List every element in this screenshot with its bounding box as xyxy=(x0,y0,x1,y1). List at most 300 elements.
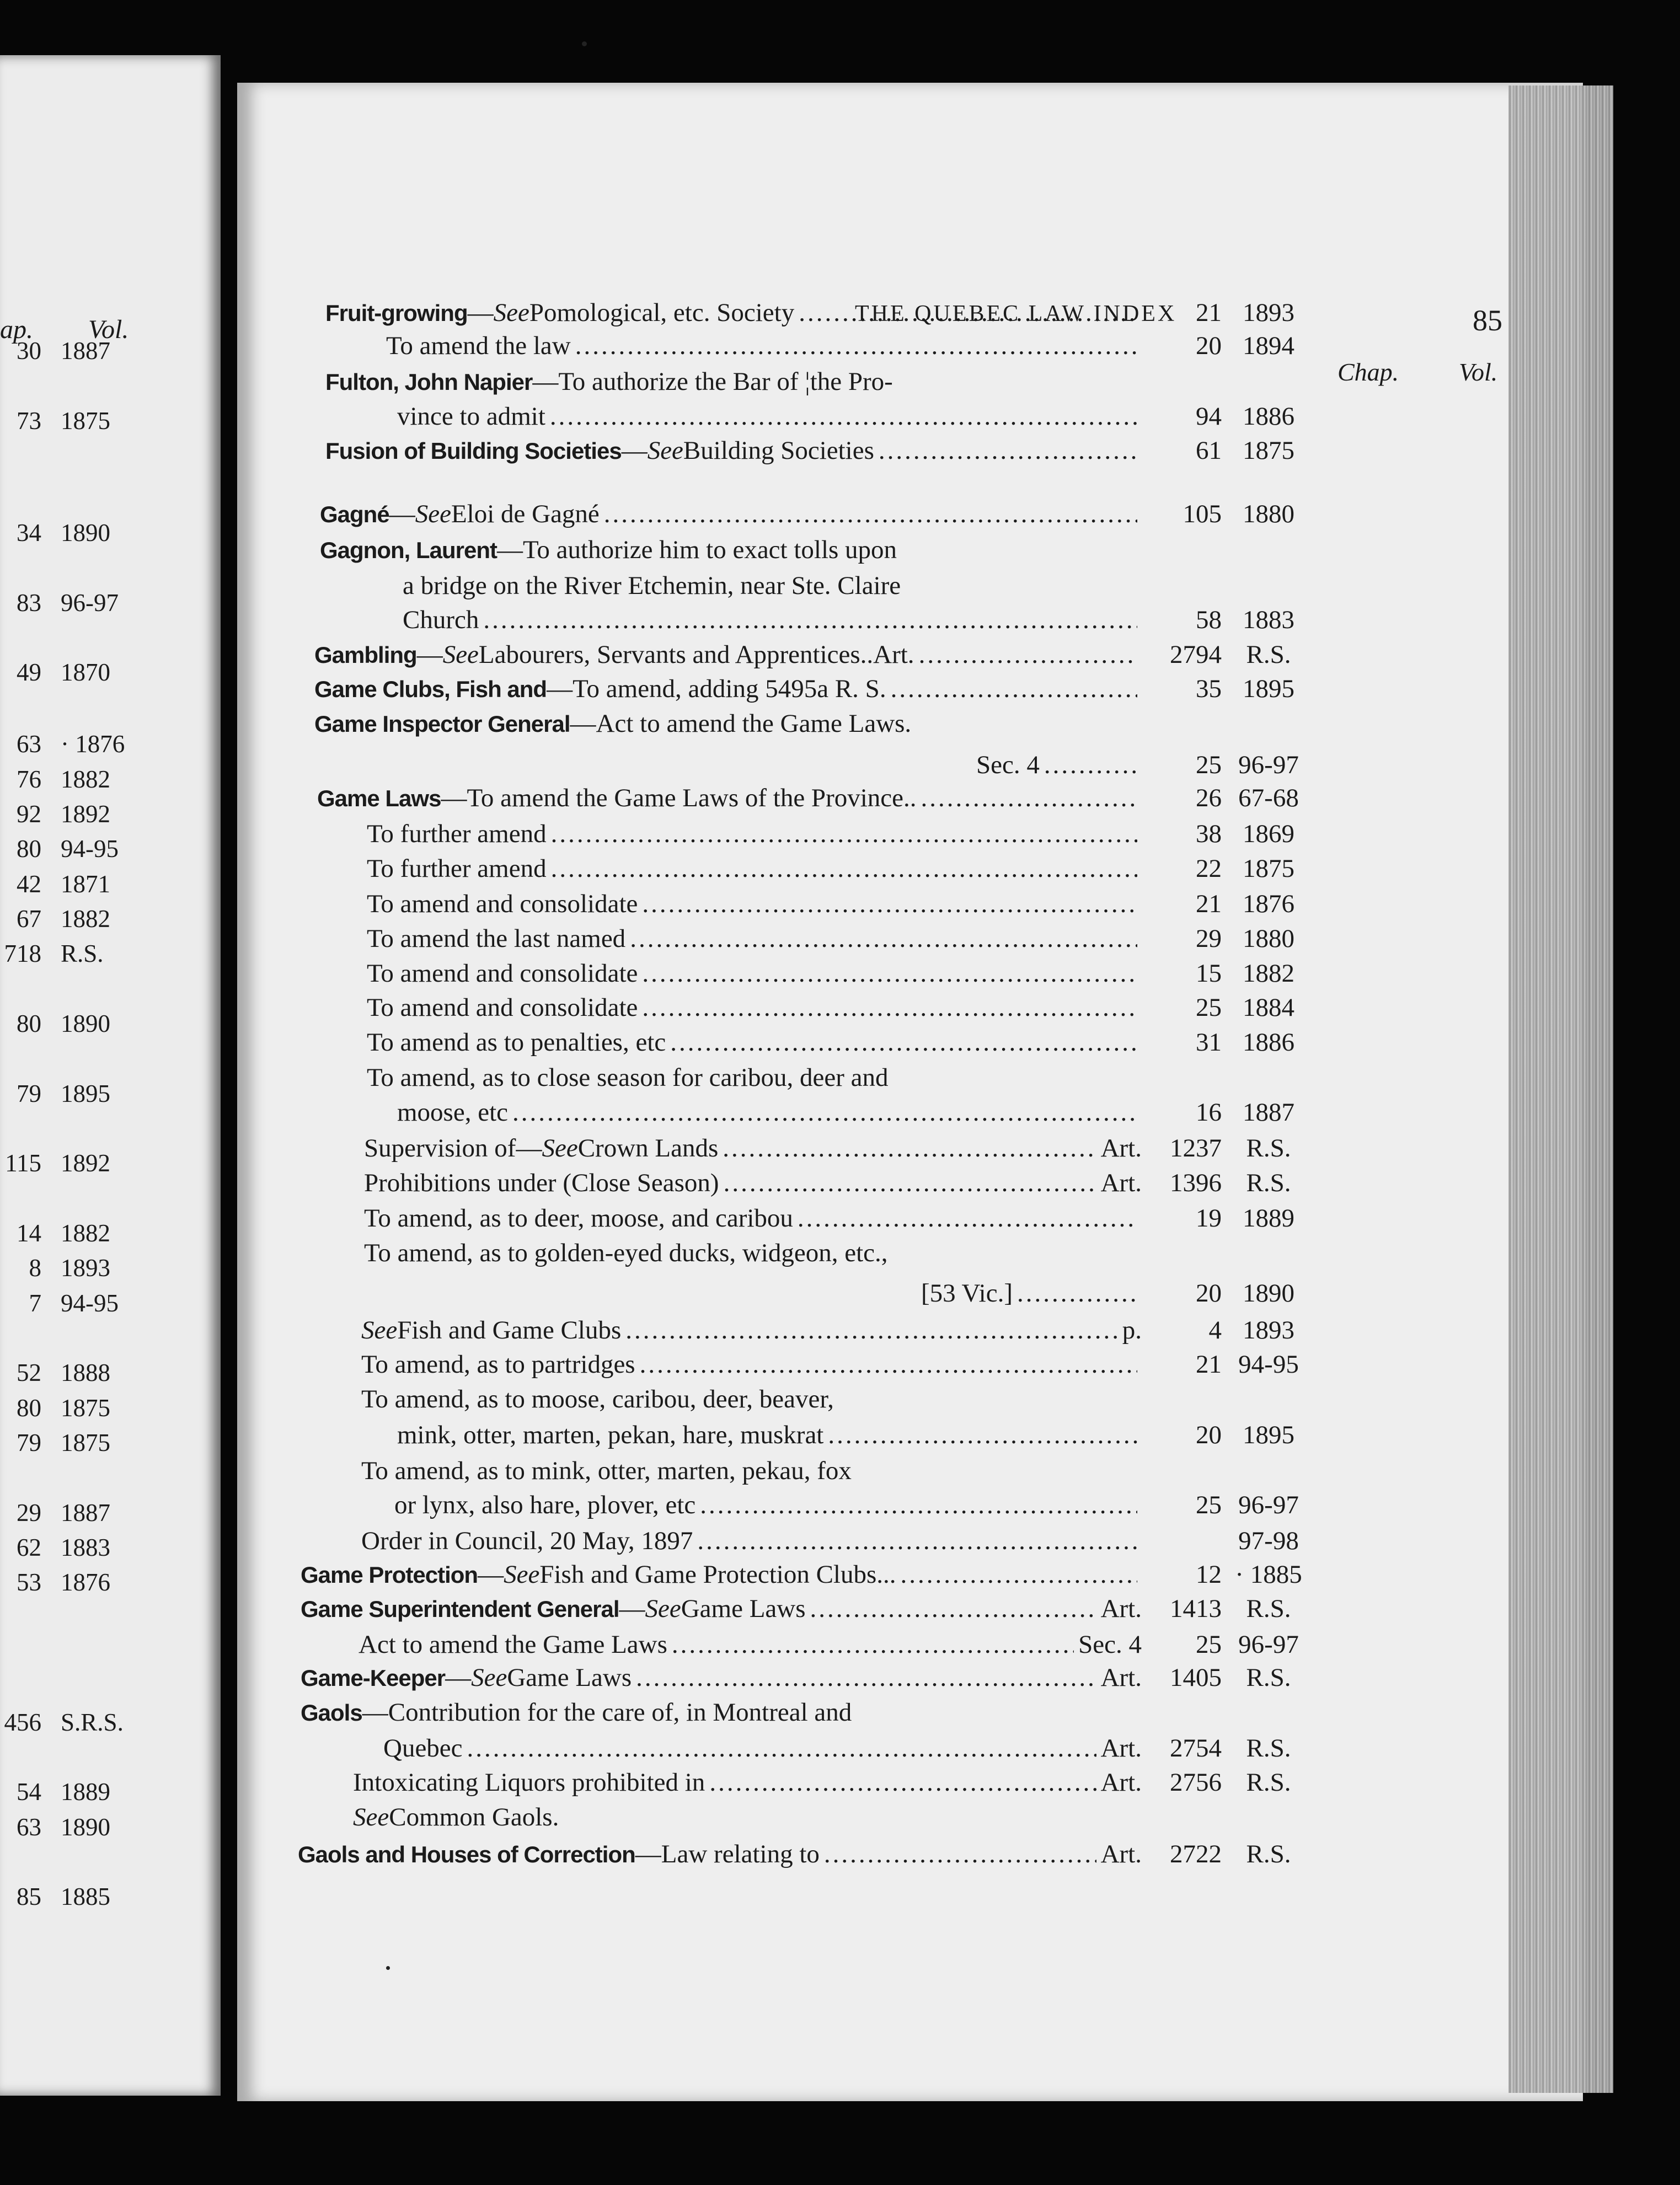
entry-text: To further amend xyxy=(367,820,547,848)
left-row xyxy=(0,1568,149,1601)
left-row xyxy=(0,1289,149,1322)
entry-chap: 2756 xyxy=(1170,1768,1222,1797)
left-row-vol: 1890 xyxy=(61,1813,110,1841)
entry-rest: Eloi de Gagné xyxy=(451,500,600,528)
entry-heading: Gaols and Houses of Correction xyxy=(298,1841,635,1867)
left-row xyxy=(0,765,149,798)
index-entry xyxy=(237,1420,1550,1454)
entry-text: —Act to amend the Game Laws. xyxy=(570,709,912,738)
running-title: THE QUEBEC LAW INDEX xyxy=(855,301,1177,326)
index-entry xyxy=(237,958,1550,993)
left-page xyxy=(0,55,221,2096)
leader-dots xyxy=(630,924,1137,954)
left-row-chap: 80 xyxy=(17,1394,41,1422)
entry-vol: 1875 xyxy=(1243,436,1294,465)
entry-see: See xyxy=(361,1316,398,1345)
entry-chap: 35 xyxy=(1196,674,1222,703)
leader-dots xyxy=(700,1490,1137,1520)
left-row-vol: 1882 xyxy=(61,765,110,793)
entry-text: Church xyxy=(403,606,479,634)
entry-text: —To authorize him to exact tolls upon xyxy=(497,535,897,564)
entry-heading: Game Laws xyxy=(317,785,441,811)
index-entry xyxy=(237,571,1550,605)
entry-text: —To amend, adding 5495a R. S. xyxy=(547,674,886,703)
entry-text: Quebec xyxy=(383,1734,463,1763)
entry-text: — xyxy=(467,298,494,327)
left-row-vol: 94-95 xyxy=(61,835,119,863)
entry-chap: 2722 xyxy=(1170,1840,1222,1868)
entry-art: Art. xyxy=(1100,1768,1142,1797)
left-row xyxy=(0,834,149,867)
leader-dots xyxy=(724,1168,1096,1198)
left-row-chap: 83 xyxy=(17,589,41,617)
left-row xyxy=(0,1533,149,1566)
entry-rest: Fish and Game Protection Clubs... xyxy=(539,1560,896,1589)
left-row-vol: 1871 xyxy=(61,870,110,898)
left-row-chap: 42 xyxy=(17,870,41,898)
entry-art: p. xyxy=(1122,1316,1142,1345)
entry-vol: 1884 xyxy=(1243,993,1294,1022)
left-row-chap: 34 xyxy=(17,519,41,547)
entry-text: — xyxy=(619,1594,645,1623)
left-row-chap: 29 xyxy=(17,1499,41,1527)
leader-dots xyxy=(709,1768,1096,1797)
entry-see: See xyxy=(504,1560,540,1589)
left-row-chap: 49 xyxy=(17,658,41,686)
index-entry xyxy=(237,1733,1550,1768)
entry-chap: 25 xyxy=(1196,993,1222,1022)
left-row-vol: 1895 xyxy=(61,1080,110,1107)
entry-rest: Labourers, Servants and Apprentices..Art. xyxy=(478,640,914,669)
left-row xyxy=(0,904,149,938)
index-entry xyxy=(237,1168,1550,1202)
entry-text: — xyxy=(478,1560,504,1589)
entry-chap: 25 xyxy=(1196,1491,1222,1519)
entry-rest: Building Societies xyxy=(683,436,874,465)
entry-heading: Gaols xyxy=(301,1700,362,1726)
entry-vol: 1876 xyxy=(1243,890,1294,918)
left-row-vol: 1893 xyxy=(61,1254,110,1282)
entry-vol: 96-97 xyxy=(1238,751,1299,779)
left-row-chap: 62 xyxy=(17,1534,41,1561)
left-row-vol: 1875 xyxy=(61,1429,110,1456)
index-entry xyxy=(237,436,1550,470)
entry-chap: 21 xyxy=(1196,298,1222,327)
entry-chap: 1237 xyxy=(1170,1134,1222,1163)
entry-rest: Crown Lands xyxy=(577,1134,719,1163)
entry-text: To amend the law xyxy=(386,331,571,360)
entry-vol: 1887 xyxy=(1243,1098,1294,1127)
entry-chap: 20 xyxy=(1196,1421,1222,1449)
entry-art: Art. xyxy=(1100,1169,1142,1197)
left-row xyxy=(0,658,149,691)
entry-heading: Fulton, John Napier xyxy=(325,369,533,395)
left-row-chap: 52 xyxy=(17,1359,41,1386)
leader-dots xyxy=(550,401,1137,431)
leader-dots xyxy=(604,499,1137,529)
index-entry xyxy=(237,640,1550,674)
entry-chap: 61 xyxy=(1196,436,1222,465)
entry-heading: Gagnon, Laurent xyxy=(320,537,497,563)
leader-dots xyxy=(512,1097,1137,1127)
leader-dots xyxy=(1044,750,1137,780)
page-edge xyxy=(1508,85,1613,2093)
index-entry xyxy=(237,750,1550,784)
index-entry xyxy=(237,1594,1550,1628)
index-entry xyxy=(237,1697,1550,1732)
leader-dots xyxy=(625,1315,1117,1345)
left-row-vol: 1889 xyxy=(61,1778,110,1806)
entry-text: or lynx, also hare, plover, etc xyxy=(394,1491,696,1519)
entry-heading: Game-Keeper xyxy=(301,1665,446,1691)
entry-text: Intoxicating Liquors prohibited in xyxy=(353,1768,705,1797)
left-row xyxy=(0,1394,149,1427)
left-row xyxy=(0,1254,149,1287)
entry-vol: 1886 xyxy=(1243,402,1294,431)
leader-dots xyxy=(810,1594,1096,1624)
entry-see: See xyxy=(542,1134,578,1163)
entry-chap: 25 xyxy=(1196,1630,1222,1659)
entry-text: — xyxy=(621,436,648,465)
leader-dots xyxy=(640,1349,1137,1379)
entry-text: To amend, as to golden-eyed ducks, widgeon, etc., xyxy=(364,1239,888,1267)
index-entry xyxy=(237,1315,1550,1349)
index-entry xyxy=(237,1490,1550,1524)
entry-heading: Fruit-growing xyxy=(325,300,468,326)
entry-heading: Game Superintendent General xyxy=(301,1596,619,1622)
left-row xyxy=(0,939,149,972)
left-row-vol: 1892 xyxy=(61,800,110,828)
entry-vol: 1889 xyxy=(1243,1204,1294,1233)
left-row xyxy=(0,1708,149,1741)
entry-text: Order in Council, 20 May, 1897 xyxy=(361,1527,693,1555)
page-number: 85 xyxy=(1473,304,1502,337)
index-entry xyxy=(237,993,1550,1027)
left-row xyxy=(0,1882,149,1915)
index-entry xyxy=(237,499,1550,533)
entry-vol: 1880 xyxy=(1243,924,1294,953)
entry-chap: 38 xyxy=(1196,820,1222,848)
entry-text: — xyxy=(389,500,415,528)
entry-vol: 1893 xyxy=(1243,1316,1294,1345)
index-entry xyxy=(237,535,1550,569)
left-row-chap: 718 xyxy=(4,940,41,967)
index-entry xyxy=(237,1839,1550,1873)
entry-vol: R.S. xyxy=(1246,1594,1291,1623)
leader-dots xyxy=(921,783,1138,813)
entry-vol: R.S. xyxy=(1246,1134,1291,1163)
left-row xyxy=(0,588,149,622)
leader-dots xyxy=(799,298,1137,328)
entry-text: moose, etc xyxy=(397,1098,508,1127)
left-row-vol: 1876 xyxy=(61,1568,110,1596)
leader-dots xyxy=(483,605,1137,635)
entry-text: To amend and consolidate xyxy=(367,993,638,1022)
index-entry xyxy=(237,889,1550,923)
left-row xyxy=(0,1219,149,1252)
leader-dots xyxy=(551,854,1137,883)
left-row xyxy=(0,406,149,440)
index-entry xyxy=(237,367,1550,401)
left-row-chap: 85 xyxy=(17,1883,41,1910)
entry-see: See xyxy=(645,1594,681,1623)
left-row-vol: 1875 xyxy=(61,1394,110,1422)
entry-vol: 1880 xyxy=(1243,500,1294,528)
index-entry xyxy=(237,924,1550,958)
left-row-chap: 8 xyxy=(29,1254,41,1282)
entry-vol: 96-97 xyxy=(1238,1491,1299,1519)
entry-chap: 25 xyxy=(1196,751,1222,779)
entry-chap: 1413 xyxy=(1170,1594,1222,1623)
index-entry xyxy=(237,1203,1550,1238)
index-entry xyxy=(237,1097,1550,1132)
left-row-chap: 7 xyxy=(29,1289,41,1317)
left-row xyxy=(0,1498,149,1531)
entry-vol: 97-98 xyxy=(1238,1527,1299,1555)
entry-see: See xyxy=(471,1663,507,1692)
leader-dots xyxy=(879,436,1137,465)
left-row-vol: 1882 xyxy=(61,905,110,933)
index-entry xyxy=(237,783,1550,817)
index-entry xyxy=(237,1630,1550,1664)
index-entry xyxy=(237,1768,1550,1802)
entry-text: To amend, as to mink, otter, marten, pekau, fox xyxy=(361,1456,852,1485)
entry-rest: Game Laws xyxy=(681,1594,806,1623)
leader-dots xyxy=(672,1630,1074,1659)
left-row-vol: 1870 xyxy=(61,658,110,686)
left-row-chap: 456 xyxy=(4,1709,41,1736)
left-row-chap: 76 xyxy=(17,765,41,793)
entry-vol: 1894 xyxy=(1243,331,1294,360)
left-row-vol: 1887 xyxy=(61,337,110,365)
entry-vol: 1869 xyxy=(1243,820,1294,848)
left-row-vol: S.R.S. xyxy=(61,1709,124,1736)
index-entry xyxy=(237,1027,1550,1062)
left-row-chap: 79 xyxy=(17,1429,41,1456)
left-row xyxy=(0,1009,149,1042)
entry-text: —Law relating to xyxy=(635,1840,820,1868)
entry-chap: 21 xyxy=(1196,1350,1222,1379)
left-row-vol: R.S. xyxy=(61,940,104,967)
left-row-chap: 63 xyxy=(17,1813,41,1841)
left-row-chap: 79 xyxy=(17,1080,41,1107)
leader-dots xyxy=(919,640,1137,670)
entry-art: Art. xyxy=(1100,1594,1142,1623)
entry-heading: Gagné xyxy=(320,501,389,527)
header-vol: Vol. xyxy=(1459,358,1498,386)
entry-vol: 1875 xyxy=(1243,854,1294,883)
leader-dots xyxy=(642,889,1137,919)
left-row xyxy=(0,1813,149,1846)
header-chap: Chap. xyxy=(1337,358,1399,386)
entry-text: [53 Vic.] xyxy=(921,1279,1013,1308)
entry-art: Art. xyxy=(1100,1840,1142,1868)
entry-vol: 1895 xyxy=(1243,674,1294,703)
entry-vol: 1890 xyxy=(1243,1279,1294,1308)
left-row xyxy=(0,1428,149,1461)
left-row xyxy=(0,730,149,763)
left-row xyxy=(0,336,149,369)
left-row xyxy=(0,518,149,551)
index-entry xyxy=(237,401,1550,436)
entry-chap: 31 xyxy=(1196,1028,1222,1057)
entry-chap: 4 xyxy=(1208,1316,1222,1345)
left-row-chap: 53 xyxy=(17,1568,41,1596)
index-entry xyxy=(237,1560,1550,1594)
entry-vol: 1882 xyxy=(1243,959,1294,988)
entry-text: To amend and consolidate xyxy=(367,959,638,988)
entry-vol: 67-68 xyxy=(1238,784,1299,812)
index-entry xyxy=(237,1238,1550,1272)
left-row xyxy=(0,1358,149,1391)
index-entry xyxy=(237,1663,1550,1697)
entry-heading: Gambling xyxy=(314,642,417,668)
leader-dots xyxy=(551,819,1137,849)
entry-vol: R.S. xyxy=(1246,1840,1291,1868)
entry-text: —Contribution for the care of, in Montreal and xyxy=(362,1698,852,1727)
left-row-chap: 73 xyxy=(17,407,41,435)
entry-rest: Fish and Game Clubs xyxy=(397,1316,622,1345)
index-entry xyxy=(237,331,1550,365)
left-row-vol: 96-97 xyxy=(61,589,119,617)
leader-dots xyxy=(642,958,1137,988)
entry-vol: 94-95 xyxy=(1238,1350,1299,1379)
entry-chap: 29 xyxy=(1196,924,1222,953)
entry-text: Sec. 4 xyxy=(976,751,1040,779)
entry-heading: Fusion of Building Societies xyxy=(325,438,622,464)
entry-chap: 94 xyxy=(1196,402,1222,431)
left-row-chap: 14 xyxy=(17,1219,41,1247)
entry-vol: 1895 xyxy=(1243,1421,1294,1449)
left-row xyxy=(0,800,149,833)
entry-art: Art. xyxy=(1100,1134,1142,1163)
entry-rest: Game Laws xyxy=(507,1663,632,1692)
left-header-chap: ap. xyxy=(0,315,33,344)
speck xyxy=(582,41,587,46)
index-entry xyxy=(237,1384,1550,1418)
entry-vol: R.S. xyxy=(1246,1768,1291,1797)
entry-art: Sec. 4 xyxy=(1078,1630,1142,1659)
entry-heading: Game Inspector General xyxy=(314,711,570,737)
entry-vol: 1883 xyxy=(1243,606,1294,634)
entry-text: Prohibitions under (Close Season) xyxy=(364,1169,719,1197)
leader-dots xyxy=(1017,1278,1137,1308)
left-row-chap: 67 xyxy=(17,905,41,933)
entry-text: To further amend xyxy=(367,854,547,883)
entry-text: Supervision of— xyxy=(364,1134,542,1163)
index-entry xyxy=(237,1802,1550,1836)
leader-dots xyxy=(723,1133,1096,1163)
index-entry xyxy=(237,674,1550,708)
entry-rest: Pomological, etc. Society xyxy=(529,298,795,327)
left-row xyxy=(0,1777,149,1811)
entry-text: To amend as to penalties, etc xyxy=(367,1028,666,1057)
left-row-vol: 1883 xyxy=(61,1534,110,1561)
leader-dots xyxy=(891,674,1137,704)
right-page xyxy=(237,83,1583,2101)
entry-heading: Game Clubs, Fish and xyxy=(314,676,547,702)
index-entry xyxy=(237,819,1550,853)
entry-vol: R.S. xyxy=(1246,1169,1291,1197)
entry-chap: 19 xyxy=(1196,1204,1222,1233)
index-entry xyxy=(237,1063,1550,1097)
left-row xyxy=(0,1079,149,1112)
entry-vol: R.S. xyxy=(1246,1663,1291,1692)
index-entry xyxy=(237,1278,1550,1313)
left-row-vol: 1888 xyxy=(61,1359,110,1386)
entry-see: See xyxy=(647,436,683,465)
entry-art: Art. xyxy=(1100,1734,1142,1763)
index-entry xyxy=(237,298,1550,332)
left-row xyxy=(0,870,149,903)
index-entry xyxy=(237,709,1550,743)
left-row-vol: 1887 xyxy=(61,1499,110,1527)
left-row-vol: 1875 xyxy=(61,407,110,435)
entry-chap: 1396 xyxy=(1170,1169,1222,1197)
left-row-chap: 92 xyxy=(17,800,41,828)
entry-text: —To amend the Game Laws of the Province.. xyxy=(441,784,917,812)
entry-text: — xyxy=(445,1663,472,1692)
left-row-vol: 1885 xyxy=(61,1883,110,1910)
leader-dots xyxy=(901,1560,1137,1589)
index-entry xyxy=(237,1349,1550,1384)
entry-vol: 1893 xyxy=(1243,298,1294,327)
left-header-vol: Vol. xyxy=(88,315,129,344)
entry-text: — xyxy=(416,640,443,669)
entry-text: vince to admit xyxy=(397,402,545,431)
entry-text: mink, otter, marten, pekan, hare, muskrat xyxy=(397,1421,824,1449)
leader-dots xyxy=(642,993,1137,1022)
left-row-vol: 1890 xyxy=(61,1010,110,1037)
entry-chap: 12 xyxy=(1196,1560,1222,1589)
entry-vol: R.S. xyxy=(1246,640,1291,669)
left-row-chap: 63 xyxy=(17,730,41,758)
left-row-chap: 80 xyxy=(17,1010,41,1037)
left-row-vol: 1882 xyxy=(61,1219,110,1247)
index-entry xyxy=(237,854,1550,888)
entry-chap: 105 xyxy=(1183,500,1222,528)
entry-chap: 15 xyxy=(1196,959,1222,988)
left-row-vol: 1890 xyxy=(61,519,110,547)
leader-dots xyxy=(636,1663,1096,1693)
entry-chap: 26 xyxy=(1196,784,1222,812)
entry-vol: · 1885 xyxy=(1235,1560,1302,1589)
entry-chap: 20 xyxy=(1196,1279,1222,1308)
entry-text: a bridge on the River Etchemin, near Ste. Claire xyxy=(403,571,901,600)
entry-chap: 2794 xyxy=(1170,640,1222,669)
leader-dots xyxy=(670,1027,1137,1057)
left-row-vol: 94-95 xyxy=(61,1289,119,1317)
entry-vol: 1886 xyxy=(1243,1028,1294,1057)
entry-chap: 22 xyxy=(1196,854,1222,883)
index-entry xyxy=(237,605,1550,639)
entry-see: See xyxy=(493,298,529,327)
entry-chap: 16 xyxy=(1196,1098,1222,1127)
entry-rest: Common Gaols. xyxy=(389,1803,559,1831)
leader-dots xyxy=(798,1203,1137,1233)
entry-text: To amend, as to deer, moose, and caribou xyxy=(364,1204,793,1233)
leader-dots xyxy=(828,1420,1137,1450)
entry-vol: 96-97 xyxy=(1238,1630,1299,1659)
entry-vol: R.S. xyxy=(1246,1734,1291,1763)
entry-see: See xyxy=(415,500,451,528)
entry-text: To amend, as to partridges xyxy=(361,1350,635,1379)
entry-chap: 20 xyxy=(1196,331,1222,360)
entry-chap: 2754 xyxy=(1170,1734,1222,1763)
entry-see: See xyxy=(442,640,479,669)
left-row-vol: · 1876 xyxy=(61,730,125,758)
left-row-chap: 115 xyxy=(5,1149,41,1177)
